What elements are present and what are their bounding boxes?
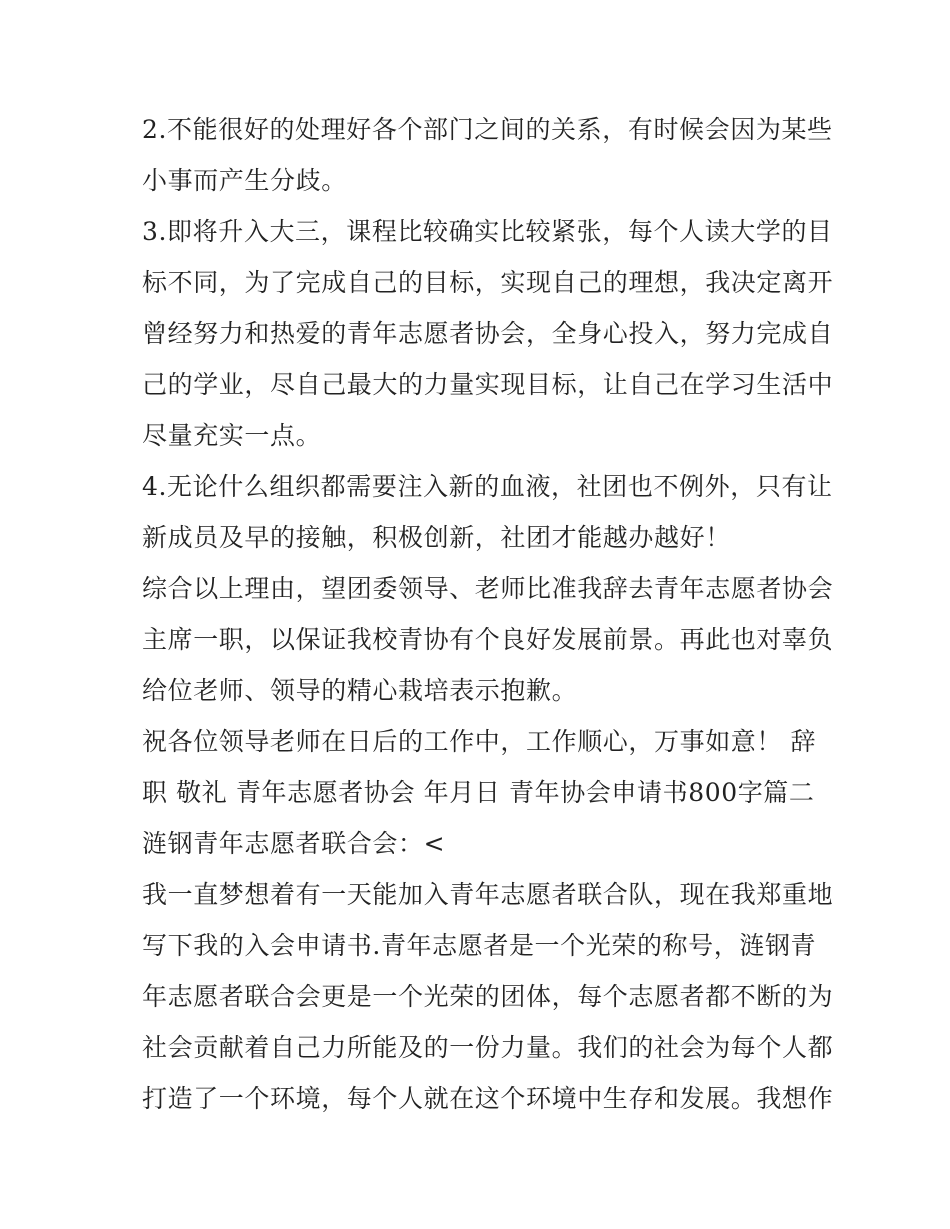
- text-line: 主席一职，以保证我校青协有个良好发展前景。再此也对辜负: [142, 625, 834, 654]
- text-line: 尽量充实一点。: [142, 421, 322, 450]
- text-line: 涟钢青年志愿者联合会：<: [142, 829, 446, 858]
- text-line: 社会贡献着自己力所能及的一份力量。我们的社会为每个人都: [142, 1033, 834, 1062]
- text-line: 己的学业，尽自己最大的力量实现目标，让自己在学习生活中: [142, 370, 834, 399]
- text-line: 打造了一个环境，每个人就在这个环境中生存和发展。我想作: [142, 1084, 834, 1113]
- text-line: 给位老师、领导的精心栽培表示抱歉。: [142, 676, 578, 705]
- text-line: 年志愿者联合会更是一个光荣的团体，每个志愿者都不断的为: [142, 982, 834, 1011]
- text-line: 3.即将升入大三，课程比较确实比较紧张，每个人读大学的目: [142, 217, 833, 246]
- text-line: 我一直梦想着有一天能加入青年志愿者联合队，现在我郑重地: [142, 880, 834, 909]
- text-line: 小事而产生分歧。: [142, 166, 347, 195]
- text-line: 职 敬礼 青年志愿者协会 年月日 青年协会申请书800字篇二: [142, 778, 815, 807]
- text-line: 4.无论什么组织都需要注入新的血液，社团也不例外，只有让: [142, 472, 833, 501]
- text-line: 写下我的入会申请书.青年志愿者是一个光荣的称号，涟钢青: [142, 931, 817, 960]
- text-line: 标不同，为了完成自己的目标，实现自己的理想，我决定离开: [142, 268, 834, 297]
- text-line: 新成员及早的接触，积极创新，社团才能越办越好！: [142, 523, 731, 552]
- text-line: 曾经努力和热爱的青年志愿者协会，全身心投入，努力完成自: [142, 319, 834, 348]
- text-line: 综合以上理由，望团委领导、老师比准我辞去青年志愿者协会: [142, 574, 834, 603]
- text-line: 祝各位领导老师在日后的工作中，工作顺心，万事如意！ 辞: [142, 727, 817, 756]
- text-line: 2.不能很好的处理好各个部门之间的关系，有时候会因为某些: [142, 115, 833, 144]
